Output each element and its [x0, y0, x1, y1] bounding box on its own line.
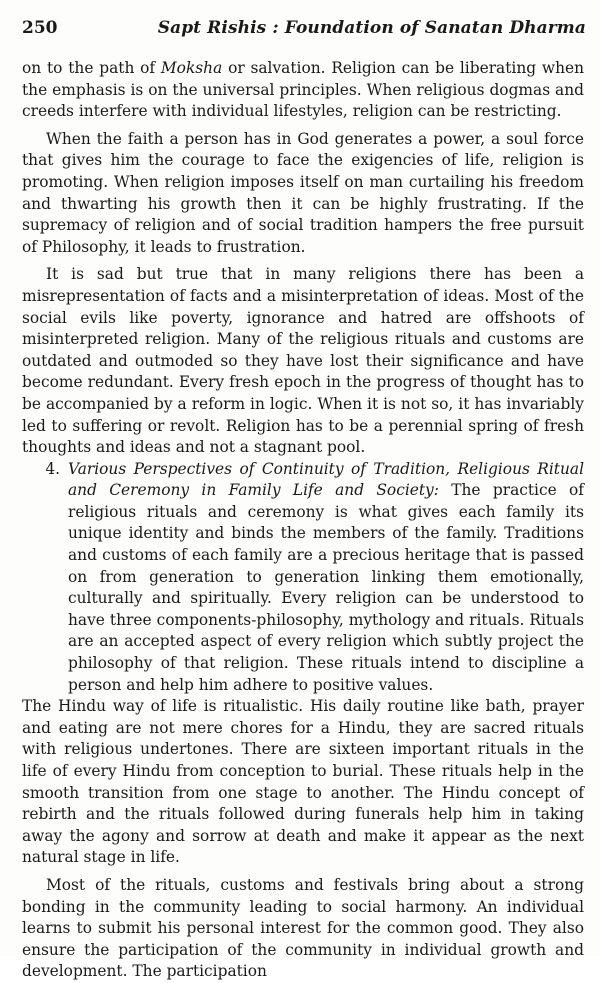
paragraph-3: It is sad but true that in many religions there has been a misrepresentation of facts and a misinterpretation of ideas. Most of the social evils like poverty, ignorance and hatred are offshoots of misinterpreted religion. Many of the religious rituals and customs are outdated and outmoded so they have lost their significance and have become redundant. Every fresh epoch in the progress of thought has to be accompanied by a reform in logic. When it is not so, it has invariably led to suffering or revolt. Religion has to be a perennial spring of fresh thoughts and ideas and not a stagnant pool.	[22, 265, 584, 457]
paragraph-4: The Hindu way of life is ritualistic. His daily routine like bath, prayer and eating are not mere chores for a Hindu, they are sacred rituals with religious undertones. There are sixteen important rituals in the life of every Hindu from conception to burial. These rituals help in the smooth transition from one stage to another. The Hindu concept of rebirth and the rituals followed during funerals help him in taking away the agony and sorrow at death and make it appear as the next natural stage in life.	[22, 697, 584, 867]
list-item-text: The practice of religious rituals and ceremony is what gives each family its unique identity and binds the members of the family. Traditions and customs of each family are a precious heritage that is passed on from generation to generation linking them emotionally, culturally and spiritually. Every religion can be understood to have three components-philosophy, mythology and rituals. Rituals are an accepted aspect of every religion which subtly project the philosophy of that religion. These rituals intend to discipline a person and help him adhere to positive values.	[68, 481, 584, 694]
body-text	[22, 58, 584, 983]
page-header	[22, 18, 586, 42]
list-item-4	[22, 459, 584, 697]
paragraph-1-pre: on to the path of	[22, 59, 161, 77]
list-item-body	[68, 459, 584, 697]
paragraph-1-post: or salvation. Religion can be liberating when the emphasis is on the universal principles. When religious dogmas and creeds interfere with individual lifestyles, religion can be restricting.	[22, 59, 584, 121]
list-item-heading: Various Perspectives of Continuity of Tradition, Religious Ritual and Ceremony in Family Life and Society:	[68, 459, 584, 500]
paragraph-1-italic: Moksha	[160, 59, 223, 77]
page-number: 250	[22, 18, 58, 38]
paragraph-2: When the faith a person has in God generates a power, a soul force that gives him the courage to face the exigencies of life, religion is promoting. When religion imposes itself on man curtailing his freedom and thwarting his growth then it can be highly frustrating. If the supremacy of religion and of social tradition hampers the free pursuit of Philosophy, it leads to frustration.	[22, 129, 584, 256]
paragraph-1	[22, 58, 584, 123]
paragraph-5: Most of the rituals, customs and festivals bring about a strong bonding in the community leading to social harmony. An individual learns to submit his personal interest for the common good. They also ensure the participation of the community in individual growth and development. The participation	[22, 875, 584, 981]
running-title: Sapt Rishis : Foundation of Sanatan Dharma	[157, 18, 586, 38]
list-item-number: 4.	[45, 459, 60, 478]
